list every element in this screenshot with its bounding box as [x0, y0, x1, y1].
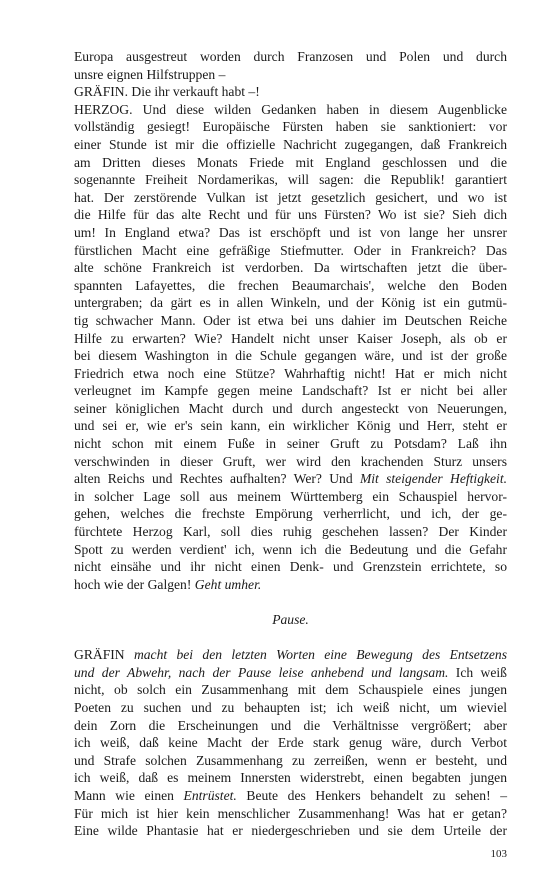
text-line	[74, 382, 507, 400]
text-line	[74, 400, 507, 418]
text-line	[74, 717, 507, 735]
text-line	[74, 488, 507, 506]
text-line	[74, 259, 507, 277]
text-segment: Hilfe zu erwarten? Wie? Handelt nicht unser Kaiser Joseph, als ob er	[74, 330, 507, 346]
text-segment: Ich weiß	[448, 664, 507, 680]
text-segment: Europa ausgestreut worden durch Franzosen und Polen und durch	[74, 49, 507, 64]
text-segment: verleugnet im Kampfe gegen meine Landschaft? Ist er nicht bei aller	[74, 383, 507, 399]
text-segment: gehen, welches die frechste Empörung verherrlicht, und ich, der ge-	[74, 506, 507, 522]
text-line	[74, 48, 507, 66]
text-line	[74, 664, 507, 682]
text-line	[74, 681, 507, 699]
text-segment: sogenannte Freiheit Nordamerikas, will sagen: die Republik! garantiert	[74, 172, 507, 188]
text-segment: die Hilfe für das alte Recht und für uns Fürsten? Wo ist sie? Sieh dich	[74, 207, 507, 223]
text-line	[74, 435, 507, 453]
text-segment: verschwinden in dieser Gruft, wer wird den krachenden Sturz unsers	[74, 453, 507, 469]
text-segment: ich weiß, daß keine Macht der Erde stark genug wäre, durch Verbot	[74, 735, 507, 751]
text-segment: HERZOG. Und diese wilden Gedanken haben in diesem Augenblicke	[74, 101, 507, 117]
text-segment: untergraben; da gärt es in allen Winkeln, und der König ist ein gutmü-	[74, 295, 507, 311]
text-line	[74, 136, 507, 154]
text-segment: bei diesem Washington in die Schule gegangen wäre, und ist der große	[74, 348, 507, 364]
text-segment: alte schöne Frankreich ist verdorben. Da wirtschaften jetzt die über-	[74, 260, 507, 276]
text-line	[74, 699, 507, 717]
text-segment: nicht, ob solch ein Zusammenhang mit dem Schauspiele eines jungen	[74, 682, 507, 698]
text-segment: und Strafe solchen Zusammenhang zu zerreißen, wenn er besteht, und	[74, 752, 507, 768]
text-segment: dein Zorn die Erscheinungen und die Verhältnisse vergrößert; aber	[74, 717, 507, 733]
text-segment: fürchtete Herzog Karl, soll dies ruhig geschehen lassen? Der Kinder	[74, 524, 507, 540]
stage-direction: macht bei den letzten Worten eine Bewegung des Entsetzens	[133, 647, 507, 663]
paragraph-gap	[74, 593, 507, 611]
text-line	[74, 154, 507, 172]
text-line	[74, 505, 507, 523]
text-segment: Friedrich etwa noch eine Stütze? Wahrhaftig nicht! Hat er mich nicht	[74, 365, 507, 381]
stage-direction-centered	[74, 611, 507, 629]
text-line	[74, 101, 507, 119]
text-segment: ich weiß, daß es meinem Innersten widerstrebt, einen begabten jungen	[74, 770, 507, 786]
text-line	[74, 171, 507, 189]
stage-direction: Entrüstet.	[183, 787, 237, 803]
text-line	[74, 277, 507, 295]
text-line	[74, 558, 507, 576]
text-segment: unsre eignen Hilfstruppen –	[74, 66, 226, 82]
text-segment: um! In England etwa? Das ist erschöpft und ist von lange her unsrer	[74, 224, 507, 240]
text-line	[74, 470, 507, 488]
text-segment: tig schwacher Mann. Oder ist etwa bei uns dahier im Deutschen Reiche	[74, 312, 507, 328]
page-number: 103	[490, 848, 507, 860]
text-line	[74, 206, 507, 224]
text-segment: GRÄFIN. Die ihr verkauft habt –!	[74, 84, 260, 100]
text-line	[74, 189, 507, 207]
text-line	[74, 66, 507, 84]
text-line	[74, 752, 507, 770]
text-line	[74, 330, 507, 348]
text-line	[74, 417, 507, 435]
text-line	[74, 576, 507, 594]
text-segment: hat. Der zerstörende Vulkan ist jetzt gesetzlich gesichert, und wo ist	[74, 189, 507, 205]
text-segment: nicht einsähe und ihr nicht einen Denk- und Grenzstein errichtete, so	[74, 559, 507, 575]
text-line	[74, 822, 507, 840]
text-line	[74, 453, 507, 471]
text-line	[74, 805, 507, 823]
text-segment: spannten Lafayettes, die frechen Beaumarchais', welche den Boden	[74, 277, 507, 293]
text-line	[74, 294, 507, 312]
text-segment: Spott zu werden verdient' ich, wenn ich die Bedeutung und die Gefahr	[74, 541, 507, 557]
text-segment: seiner königlichen Macht durch und durch angesteckt von Neuerungen,	[74, 400, 507, 416]
text-segment: Poeten zu suchen und zu behaupten ist; ich weiß nicht, um wieviel	[74, 699, 507, 715]
text-line	[74, 541, 507, 559]
text-segment: einer Stunde ist mir die offizielle Nachricht zugegangen, daß Frankreich	[74, 136, 507, 152]
text-segment: GRÄFIN	[74, 647, 134, 663]
stage-direction: Pause.	[272, 612, 309, 627]
text-line	[74, 734, 507, 752]
text-line	[74, 787, 507, 805]
text-segment: Eine wilde Phantasie hat er niedergeschrieben und sie dem Urteile der	[74, 823, 507, 839]
text-line	[74, 365, 507, 383]
text-segment: in solcher Lage soll aus meinem Württemberg ein Schauspiel hervor-	[74, 488, 507, 504]
text-segment: alten Reichs und Rechtes aufhalten? Wer? Und	[74, 471, 360, 487]
text-segment: hoch wie der Galgen!	[74, 576, 195, 592]
paragraph-gap	[74, 629, 507, 647]
text-segment: Für mich ist hier kein menschlicher Zusammenhang! Was hat er getan?	[74, 805, 507, 821]
text-segment: nicht schon mit einem Fuße in seiner Gruft zu Potsdam? Laß ihn	[74, 436, 507, 452]
stage-direction: Geht umher.	[194, 576, 262, 592]
text-line	[74, 347, 507, 365]
text-line	[74, 83, 507, 101]
text-line	[74, 646, 507, 664]
stage-direction: und der Abwehr, nach der Pause leise anhebend und langsam.	[74, 664, 449, 680]
text-segment: fürstlichen Macht eine gefräßige Stiefmutter. Oder in Frankreich? Das	[74, 242, 507, 258]
text-line	[74, 224, 507, 242]
document-page	[74, 48, 507, 840]
text-line	[74, 312, 507, 330]
text-line	[74, 118, 507, 136]
stage-direction: Mit steigender Heftigkeit.	[359, 471, 508, 487]
text-segment: und sei er, wie er's sein kann, ein wirklicher König und Herr, steht er	[74, 418, 507, 434]
text-segment: vollständig gesiegt! Europäische Fürsten haben sie sanktioniert: vor	[74, 119, 507, 135]
text-segment: Beute des Henkers behandelt zu sehen! –	[236, 787, 507, 803]
text-line	[74, 242, 507, 260]
text-segment: Mann wie einen	[74, 787, 184, 803]
text-line	[74, 769, 507, 787]
text-line	[74, 523, 507, 541]
text-segment: am Dritten dieses Monats Friede mit England geschlossen und die	[74, 154, 507, 170]
